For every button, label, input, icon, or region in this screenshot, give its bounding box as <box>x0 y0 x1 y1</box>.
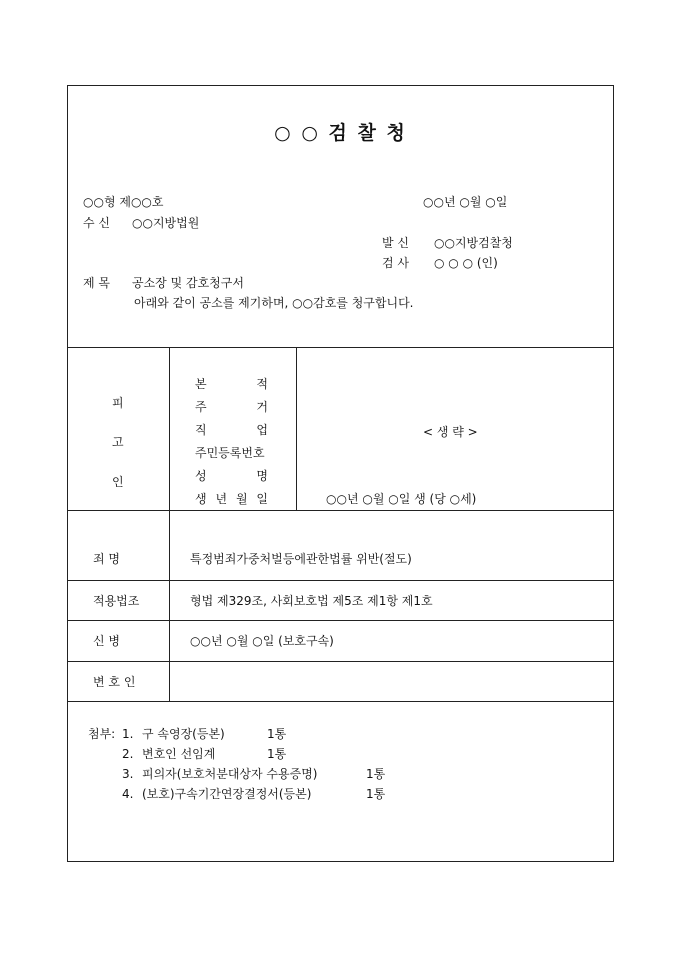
defendant-label-2: 고 <box>112 435 124 449</box>
attachment-2-no: 2. <box>122 747 134 761</box>
row-value-law: 형법 제329조, 사회보호법 제5조 제1항 제1호 <box>190 594 433 608</box>
attachment-3-no: 3. <box>122 767 134 781</box>
row-label-lawyer: 변 호 인 <box>93 675 136 689</box>
document-date: ○○년 ○월 ○일 <box>423 195 508 209</box>
omitted-text: < 생 략 > <box>423 425 478 439</box>
attachment-2-name: 변호인 선임계 <box>142 747 216 761</box>
row-value-offense: 특정범죄가중처벌등에관한법률 위반(절도) <box>190 552 412 566</box>
case-number: ○○형 제○○호 <box>83 195 164 209</box>
attachment-1-no: 1. <box>122 727 134 741</box>
field-name: 성 명 <box>195 469 268 483</box>
field-birthdate: 생 년 월 일 <box>195 492 268 506</box>
field-resident-number: 주민등록번호 <box>195 446 265 460</box>
attachments-label: 첨부: <box>88 727 116 741</box>
field-occupation: 직 업 <box>195 423 268 437</box>
attachment-1-name: 구 속영장(등본) <box>142 727 225 741</box>
attachment-4-count: 1통 <box>366 787 386 801</box>
row-label-offense: 죄 명 <box>93 552 120 566</box>
attachment-3-count: 1통 <box>366 767 386 781</box>
defendant-label-3: 인 <box>112 475 124 489</box>
attachment-3-name: 피의자(보호처분대상자 수용증명) <box>142 767 318 781</box>
recipient-value: ○○지방법원 <box>132 216 200 230</box>
field-domicile: 본 적 <box>195 377 268 391</box>
row-value-custody: ○○년 ○월 ○일 (보호구속) <box>190 634 334 648</box>
defendant-label-1: 피 <box>112 396 124 410</box>
sender-value: ○○지방검찰청 <box>434 236 513 250</box>
subject-value: 공소장 및 감호청구서 <box>132 276 244 290</box>
subject-label: 제 목 <box>83 276 110 290</box>
indictment-form <box>67 85 614 862</box>
birth-value: ○○년 ○월 ○일 생 (당 ○세) <box>326 492 477 506</box>
field-address: 주 거 <box>195 400 268 414</box>
prosecutor-label: 검 사 <box>382 256 409 270</box>
attachment-4-no: 4. <box>122 787 134 801</box>
attachment-2-count: 1통 <box>267 747 287 761</box>
row-label-custody: 신 병 <box>93 634 120 648</box>
prosecutor-value: ○ ○ ○ (인) <box>434 256 498 270</box>
recipient-label: 수 신 <box>83 216 110 230</box>
attachment-4-name: (보호)구속기간연장결정서(등본) <box>142 787 312 801</box>
row-label-law: 적용법조 <box>93 594 140 608</box>
intro-text: 아래와 같이 공소를 제기하며, ○○감호를 청구합니다. <box>134 296 414 310</box>
sender-label: 발 신 <box>382 236 409 250</box>
page-title: ○ ○ 검 찰 청 <box>274 122 407 144</box>
attachment-1-count: 1통 <box>267 727 287 741</box>
